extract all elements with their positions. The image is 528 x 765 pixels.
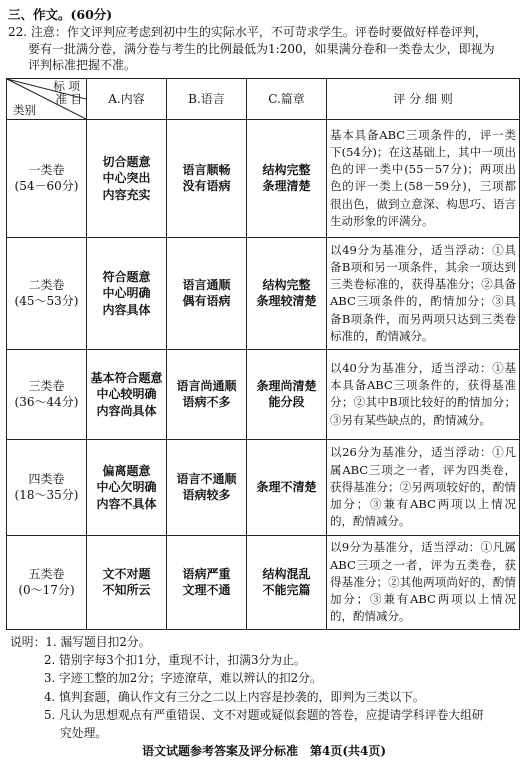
criterion-line: 内容尚具体 <box>96 403 157 418</box>
criterion-line: 内容充实 <box>102 187 151 202</box>
criterion-line: 没有语病 <box>182 179 231 194</box>
criterion-line: 不知所云 <box>102 583 151 598</box>
criterion-line: 语病严重 <box>182 566 231 581</box>
criterion-line: 语言不通顺 <box>176 471 237 486</box>
diag-label-top: 标 项 <box>53 78 80 93</box>
content-cell <box>87 119 167 237</box>
explanation-item: 4. 慎判套题，确认作文有三分之二以上内容是抄袭的，即判为三类以下。 <box>44 689 425 704</box>
grading-note <box>8 24 520 74</box>
category-cell <box>7 237 87 349</box>
category-range: (0～17分) <box>18 583 75 598</box>
detail-cell: 以9分为基准分，适当浮动：①凡属ABC三项之一者，评为五类卷，获得基准分；②其他两项尚好的，酌情加分；③兼有ABC两项以上情况的，酌情减分。 <box>327 535 520 629</box>
category-cell <box>7 439 87 535</box>
category-cell <box>7 349 87 439</box>
criterion-line: 语言通顺 <box>182 277 231 292</box>
diag-label-bottom: 类别 <box>13 103 36 118</box>
criterion-line: 内容不具体 <box>96 496 157 511</box>
language-cell <box>167 535 247 629</box>
col-header-structure: C.篇章 <box>247 78 327 119</box>
table-row <box>7 349 520 439</box>
category-range: (36～44分) <box>14 395 79 410</box>
criterion-line: 语病不多 <box>182 395 231 410</box>
criterion-line: 偶有语病 <box>182 294 231 309</box>
category-name: 三类卷 <box>28 378 65 393</box>
category-cell <box>7 535 87 629</box>
criterion-line: 文理不通 <box>182 583 231 598</box>
category-name: 一类卷 <box>28 162 65 177</box>
criterion-line: 切合题意 <box>102 154 151 169</box>
criterion-line: 语言顺畅 <box>182 162 231 177</box>
content-cell <box>87 349 167 439</box>
explanation-line <box>10 633 520 651</box>
structure-cell <box>247 349 327 439</box>
structure-cell <box>247 237 327 349</box>
criterion-line: 中心欠明确 <box>96 480 157 495</box>
criterion-line: 条理尚清楚 <box>256 378 317 393</box>
note-line: 22. 注意：作文评判应考虑到初中生的实际水平，不可苛求学生。评卷时要做好样卷评判， <box>8 25 487 40</box>
criterion-line: 语病较多 <box>182 488 231 503</box>
criterion-line: 中心明确 <box>102 286 151 301</box>
explanation-item: 2. 错别字每3个扣1分，重现不计，扣满3分为止。 <box>44 653 306 668</box>
content-cell <box>87 439 167 535</box>
criterion-line: 结构完整 <box>262 162 311 177</box>
category-name: 五类卷 <box>28 566 65 581</box>
grading-table <box>6 78 520 630</box>
criterion-line: 基本符合题意 <box>90 370 163 385</box>
criterion-line: 中心较明确 <box>96 387 157 402</box>
detail-cell: 基本具备ABC三项条件的，评一类下(54分)；在这基础上，其中一项出色的评一类中(55－57分)；两项出色的评一类上(58－59分)，三项都很出色，做到立意深、构思巧、语言生动形象的评满分。 <box>327 119 520 237</box>
criterion-line: 结构混乱 <box>262 566 311 581</box>
structure-cell <box>247 119 327 237</box>
note-line: 要有一批满分卷，满分卷与考生的比例最低为1:200，如果满分卷和一类卷太少，即视为 <box>28 41 495 56</box>
detail-cell: 以26分为基准分，适当浮动：①凡属ABC三项之一者，评为四类卷，获得基准分；②另两项较好的，酌情加分；③兼有ABC两项以上情况的，酌情减分。 <box>327 439 520 535</box>
language-cell <box>167 119 247 237</box>
criterion-line: 中心突出 <box>102 171 151 186</box>
explanation-item: 5. 凡认为思想观点有严重错误、文不对题或疑似套题的答卷，应提请学科评卷大组研 <box>44 708 484 723</box>
col-header-detail: 评 分 细 则 <box>327 78 520 119</box>
col-header-content: A.内容 <box>87 78 167 119</box>
structure-cell <box>247 535 327 629</box>
category-cell <box>7 119 87 237</box>
criterion-line: 内容具体 <box>102 302 151 317</box>
criterion-line: 符合题意 <box>102 269 151 284</box>
table-row <box>7 535 520 629</box>
detail-cell: 以40分为基准分，适当浮动：①基本具备ABC三项条件的，获得基准分；②其中B项比较好的酌情加分；③另有某些缺点的，酌情减分。 <box>327 349 520 439</box>
explanation-label: 说明： <box>10 634 46 649</box>
explanation-item: 3. 字迹工整的加2分；字迹潦草，难以辨认的扣2分。 <box>44 671 322 686</box>
col-header-language: B.语言 <box>167 78 247 119</box>
language-cell <box>167 349 247 439</box>
explanation-item: 1. 漏写题目扣2分。 <box>45 634 151 649</box>
diagonal-header-cell <box>7 78 87 119</box>
criterion-line: 条理不清楚 <box>256 480 317 495</box>
explanation-item-continuation: 究处理。 <box>60 726 108 741</box>
category-name: 二类卷 <box>28 277 65 292</box>
criterion-line: 条理较清楚 <box>256 294 317 309</box>
table-row <box>7 119 520 237</box>
diag-label-mid: 准 目 <box>55 91 82 106</box>
category-range: (54－60分) <box>14 179 79 194</box>
language-cell <box>167 439 247 535</box>
explanation-notes <box>10 633 520 743</box>
category-range: (18～35分) <box>14 488 79 503</box>
criterion-line: 结构完整 <box>262 277 311 292</box>
criterion-line: 不能完篇 <box>262 583 311 598</box>
content-cell <box>87 237 167 349</box>
criterion-line: 能分段 <box>268 395 305 410</box>
language-cell <box>167 237 247 349</box>
table-header-row <box>7 78 520 119</box>
table-row <box>7 237 520 349</box>
table-row <box>7 439 520 535</box>
note-line: 评判标准把握不准。 <box>28 58 137 73</box>
category-name: 四类卷 <box>28 471 65 486</box>
criterion-line: 偏离题意 <box>102 463 151 478</box>
detail-cell: 以49分为基准分，适当浮动：①具备B项和另一项条件，其余一项达到三类卷标准的，获得基准分；②具备ABC三项条件的，酌情加分；③具备B项条件，而另两项只达到三类卷标准的，酌情减分。 <box>327 237 520 349</box>
criterion-line: 条理清楚 <box>262 179 311 194</box>
category-range: (45～53分) <box>14 294 79 309</box>
section-title: 三、作文。(60分) <box>8 7 113 22</box>
content-cell <box>87 535 167 629</box>
criterion-line: 文不对题 <box>102 566 151 581</box>
structure-cell <box>247 439 327 535</box>
criterion-line: 语言尚通顺 <box>176 378 237 393</box>
page-footer: 语文试题参考答案及评分标准 第4页(共4页) <box>141 744 387 758</box>
